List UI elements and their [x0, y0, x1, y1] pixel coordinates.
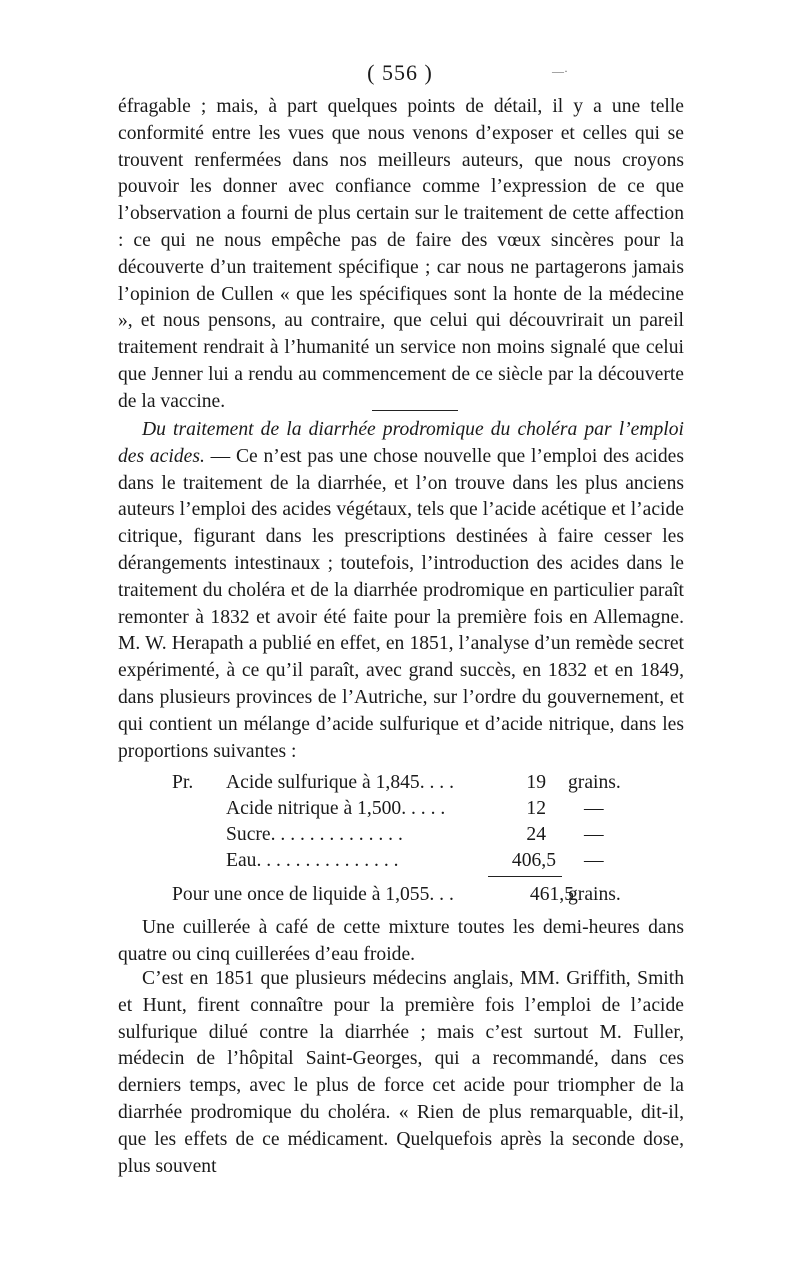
- paragraph-history: C’est en 1851 que plusieurs médecins anglais, MM. Griffith, Smith et Hunt, firent connaître pour la première fois l’emploi de l’acide sulfurique dilué contre la diarrhée ; mais c’est surtout M. Fuller, médecin de l’hôpital Saint-Georges, qui a recommandé, dans ces derniers temps, avec le plus de force cet acide pour triompher de la diarrhée prodromique du choléra. « Rien de plus remarquable, dit-il, que les effets de ce médicament. Quelquefois après la seconde dose, plus souvent: [118, 968, 684, 1177]
- total-label: Pour une once de liquide à 1,055. . .: [172, 884, 454, 905]
- recipe-item-name: Eau. . . . . . . . . . . . . . .: [226, 850, 399, 871]
- recipe-item-name: Sucre. . . . . . . . . . . . . .: [226, 824, 403, 845]
- recipe-item-qty: 406,5: [511, 850, 556, 871]
- recipe-row: [0, 798, 800, 824]
- corner-mark: —·: [552, 64, 568, 78]
- paragraph-intro: éfragable ; mais, à part quelques points de détail, il y a une telle conformité entre les vues que nous venons d’exposer et celles qui se trouvent renfermées dans nos meilleurs auteurs, que nous croyons pouvoir les donner avec confiance comme l’expression de ce que l’observation a fourni de plus certain sur le traitement de cette affection : ce qui ne nous empêche pas de faire des vœux sincères pour la découverte d’un traitement spécifique ; car nous ne partagerons jamais l’opinion de Cullen « que les spécifiques sont la honte de la médecine », et nous pensons, au contraire, que celui qui découvrirait un pareil traitement rendrait à l’humanité un service non moins signalé que celui que Jenner lui a rendu au commencement de ce siècle par la découverte de la vaccine.: [118, 96, 684, 412]
- recipe-item-unit: grains.: [568, 772, 621, 793]
- recipe-item-unit: —: [584, 824, 604, 845]
- recipe-item-unit: —: [584, 850, 604, 871]
- sum-line: [488, 876, 562, 877]
- recipe-item-unit: —: [584, 798, 604, 819]
- recipe-row: [0, 850, 800, 876]
- recipe-item-qty: 24: [526, 824, 546, 845]
- recipe-row: [0, 824, 800, 850]
- paragraph-dosage: Une cuillerée à café de cette mixture toutes les demi-heures dans quatre ou cinq cuillerées d’eau froide.: [118, 917, 684, 965]
- total-qty: 461,5: [529, 884, 574, 905]
- section-title: Du traitement de la diarrhée prodromique du choléra par l’emploi des acides.: [118, 419, 684, 467]
- paragraph-section: [118, 417, 684, 765]
- section-divider: [372, 410, 458, 411]
- recipe-item-name: Acide sulfurique à 1,845. . . .: [226, 772, 454, 793]
- page-number: ( 556 ): [367, 60, 433, 85]
- section-body: — Ce n’est pas une chose nouvelle que l’emploi des acides dans le traitement de la diarrhée, et l’on trouve dans les plus anciens auteurs l’emploi des acides végétaux, tels que l’acide acétique et l’acide citrique, figurant dans les prescriptions destinées à faire cesser les dérangements intestinaux ; toutefois, l’introduction des acides dans le traitement du choléra et de la diarrhée prodromique en particulier paraît remonter à 1832 et avoir été faite pour la première fois en Allemagne. M. W. Herapath a publié en effet, en 1851, l’analyse d’un remède secret expérimenté, à ce qu’il paraît, avec grand succès, en 1832 et en 1849, dans plusieurs provinces de l’Autriche, sur l’ordre du gouvernement, et qui contient un mélange d’acide sulfurique et d’acide nitrique, dans les proportions suivantes :: [118, 445, 684, 762]
- recipe-row: [0, 772, 800, 798]
- recipe-item-qty: 12: [526, 798, 546, 819]
- recipe-item-qty: 19: [526, 772, 546, 793]
- total-unit: grains.: [568, 884, 621, 905]
- recipe-total: [172, 884, 621, 906]
- recipe-item-name: Acide nitrique à 1,500. . . . .: [226, 798, 446, 819]
- recipe-prefix: Pr.: [172, 772, 194, 793]
